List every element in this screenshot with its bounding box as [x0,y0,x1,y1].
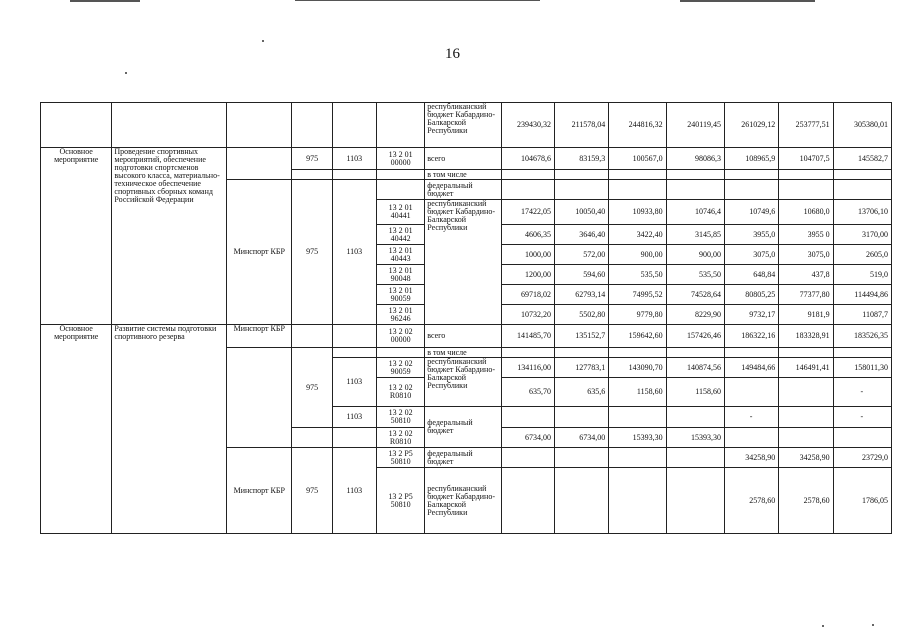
csr-code: 13 2 P5 50810 [376,448,424,468]
csr-code: 13 2 01 90048 [376,265,424,285]
value-cell: 69718,02 [501,285,554,305]
value-cell: 104678,6 [501,148,554,170]
event-name: Развитие системы подготовки спортивного резерва [112,325,227,534]
value-cell: 10050,40 [554,200,608,225]
top-rule-left [70,0,140,2]
value-cell: 535,50 [666,265,724,285]
value-cell: 10746,4 [666,200,724,225]
budget-table [40,102,892,534]
value-cell [724,378,778,407]
value-cell: 240119,45 [666,103,724,148]
value-cell: 149484,66 [724,358,778,378]
value-cell: 3075,0 [779,245,833,265]
value-cell: 519,0 [833,265,891,285]
grbs-code: 975 [292,148,332,170]
value-cell: 572,00 [554,245,608,265]
value-cell: - [724,407,778,428]
funding-source: республиканский бюджет Кабардино-Балкарской Республики [425,468,501,534]
value-cell: 9181,9 [779,305,833,325]
value-cell: 77377,80 [779,285,833,305]
funding-source: федеральный бюджет [425,180,501,200]
value-cell: 437,8 [779,265,833,285]
value-cell: 10933,80 [609,200,666,225]
value-cell: 10680,0 [779,200,833,225]
value-cell: 183328,91 [779,325,833,348]
value-cell: 3646,40 [554,225,608,245]
rzpr-code: 1103 [332,407,376,428]
csr-code: 13 2 01 40442 [376,225,424,245]
funding-source: федеральный бюджет [425,407,501,448]
funding-source: всего [425,148,501,170]
grbs-code: 975 [292,180,332,325]
value-cell: 1158,60 [666,378,724,407]
csr-code: 13 2 02 00000 [376,325,424,348]
value-cell: 3075,0 [724,245,778,265]
csr-code: 13 2 02 50810 [376,407,424,428]
value-cell: 2578,60 [724,468,778,534]
value-cell: 305380,01 [833,103,891,148]
value-cell: 23729,0 [833,448,891,468]
rzpr-code: 1103 [332,180,376,325]
funding-source: республиканский бюджет Кабардино-Балкарской Республики [425,358,501,407]
value-cell: 74995,52 [609,285,666,305]
value-cell: 900,00 [666,245,724,265]
table-row [41,103,892,148]
table-row [41,325,892,348]
value-cell: 134116,00 [501,358,554,378]
csr-code: 13 2 01 00000 [376,148,424,170]
value-cell: 157426,46 [666,325,724,348]
value-cell: 261029,12 [724,103,778,148]
event-status: Основное мероприятие [41,148,112,325]
rzpr-code: 1103 [332,148,376,170]
page-number: 16 [445,46,460,62]
value-cell: 3422,40 [609,225,666,245]
funding-source: всего [425,325,501,348]
value-cell: 145582,7 [833,148,891,170]
value-cell: 3955,0 [724,225,778,245]
value-cell: 648,84 [724,265,778,285]
value-cell: 135152,7 [554,325,608,348]
value-cell: 5502,80 [554,305,608,325]
executor: Минспорт КБР [227,448,292,534]
value-cell: 34258,90 [779,448,833,468]
funding-source: республиканский бюджет Кабардино-Балкарской Республики [425,103,501,148]
funding-source: в том числе [425,348,501,358]
value-cell: 9779,80 [609,305,666,325]
value-cell: 535,50 [609,265,666,285]
value-cell: 114494,86 [833,285,891,305]
csr-code: 13 2 02 R0810 [376,428,424,448]
csr-code: 13 2 01 40443 [376,245,424,265]
csr-code: 13 2 01 96246 [376,305,424,325]
value-cell: 143090,70 [609,358,666,378]
grbs-code: 975 [292,448,332,534]
csr-code: 13 2 01 40441 [376,200,424,225]
rzpr-code: 1103 [332,448,376,534]
value-cell: 2578,60 [779,468,833,534]
value-cell: 98086,3 [666,148,724,170]
scan-speck [125,72,127,74]
value-cell: 186322,16 [724,325,778,348]
value-cell: 74528,64 [666,285,724,305]
table-row [41,148,892,170]
scan-speck [872,624,874,626]
value-cell: 127783,1 [554,358,608,378]
value-cell: 2605,0 [833,245,891,265]
value-cell: 4606,35 [501,225,554,245]
value-cell: 9732,17 [724,305,778,325]
value-cell: 159642,60 [609,325,666,348]
scan-speck [262,40,264,42]
value-cell: 1786,05 [833,468,891,534]
value-cell: 253777,51 [779,103,833,148]
value-cell: 108965,9 [724,148,778,170]
value-cell: 635,70 [501,378,554,407]
funding-source: в том числе [425,170,501,180]
value-cell: 3170,00 [833,225,891,245]
value-cell: 594,60 [554,265,608,285]
value-cell: 6734,00 [501,428,554,448]
value-cell: 13706,10 [833,200,891,225]
value-cell: 1158,60 [609,378,666,407]
value-cell: 62793,14 [554,285,608,305]
value-cell: 146491,41 [779,358,833,378]
top-rule-mid [295,0,540,1]
grbs-code: 975 [292,348,332,428]
value-cell: - [833,378,891,407]
event-status: Основное мероприятие [41,325,112,534]
csr-code: 13 2 P5 50810 [376,468,424,534]
value-cell: 104707,5 [779,148,833,170]
value-cell: 244816,32 [609,103,666,148]
csr-code: 13 2 02 90059 [376,358,424,378]
funding-source: федеральный бюджет [425,448,501,468]
value-cell: 6734,00 [554,428,608,448]
event-name: Проведение спортивных мероприятий, обеспечение подготовки спортсменов высокого класса, материально-техническое обеспечение спортивных сборных команд Российской Федерации [112,148,227,325]
scan-speck [822,625,824,627]
value-cell: 11087,7 [833,305,891,325]
value-cell: 34258,90 [724,448,778,468]
funding-source: республиканский бюджет Кабардино-Балкарской Республики [425,200,501,325]
value-cell: 211578,04 [554,103,608,148]
value-cell: 1200,00 [501,265,554,285]
value-cell: - [833,407,891,428]
value-cell: 17422,05 [501,200,554,225]
value-cell: 635,6 [554,378,608,407]
value-cell: 141485,70 [501,325,554,348]
value-cell: 10749,6 [724,200,778,225]
value-cell: 100567,0 [609,148,666,170]
value-cell [779,378,833,407]
value-cell: 158011,30 [833,358,891,378]
value-cell: 900,00 [609,245,666,265]
executor: Минспорт КБР [227,325,292,348]
value-cell: 10732,20 [501,305,554,325]
csr-code: 13 2 02 R0810 [376,378,424,407]
value-cell: 8229,90 [666,305,724,325]
executor: Минспорт КБР [227,180,292,325]
value-cell: 80805,25 [724,285,778,305]
value-cell: 3145,85 [666,225,724,245]
top-rule-right [680,0,815,2]
rzpr-code: 1103 [332,358,376,407]
value-cell: 239430,32 [501,103,554,148]
value-cell: 183526,35 [833,325,891,348]
value-cell: 140874,56 [666,358,724,378]
value-cell: 83159,3 [554,148,608,170]
csr-code: 13 2 01 90059 [376,285,424,305]
value-cell: 15393,30 [666,428,724,448]
value-cell: 15393,30 [609,428,666,448]
value-cell: 1000,00 [501,245,554,265]
value-cell: 3955 0 [779,225,833,245]
